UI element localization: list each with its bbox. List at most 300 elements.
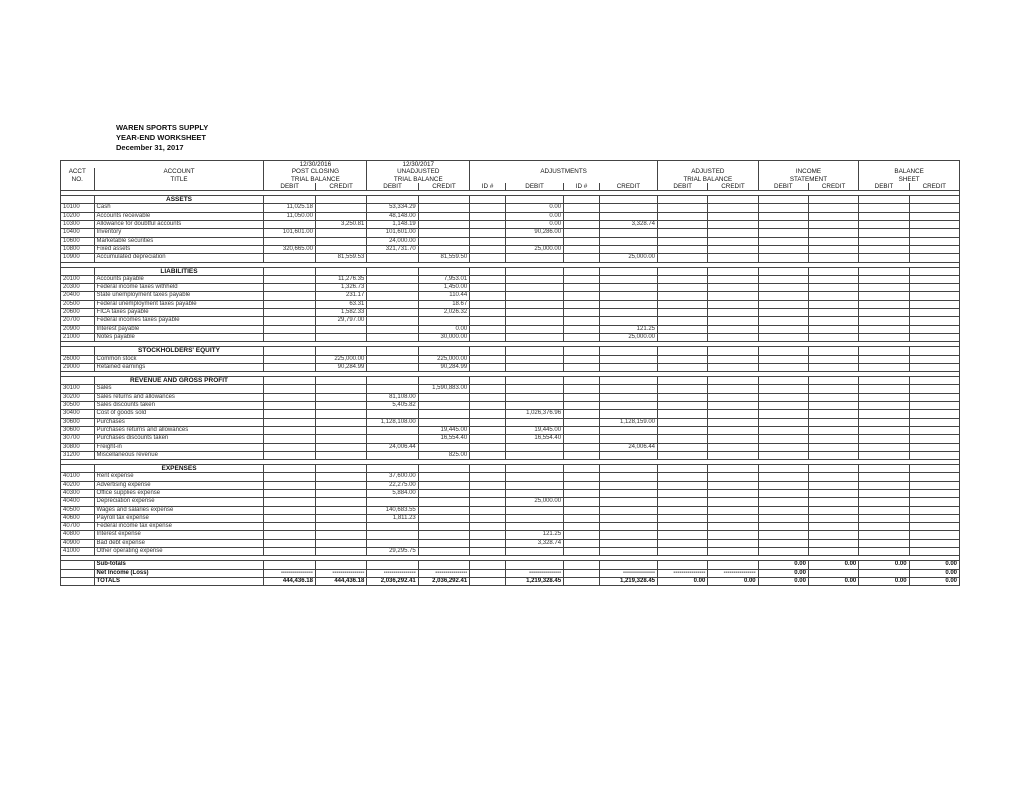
cell-adj-c: 24,006.44: [599, 443, 657, 451]
net-income-row: [61, 569, 960, 577]
cell-pc-d: [264, 385, 315, 393]
cell-bs-c: [909, 393, 959, 401]
section-row-revenue: [61, 377, 960, 385]
cell-adj-id1: [470, 418, 506, 426]
cell-pc-c: 225,000.00: [315, 355, 366, 363]
cell-pc-c: 231.17: [315, 292, 366, 300]
section-title-revenue: REVENUE AND GROSS PROFIT: [94, 377, 264, 385]
cell-adj-id2: [564, 309, 600, 317]
cell-adj-id1: [470, 300, 506, 308]
account-title: Purchases: [94, 418, 264, 426]
cell-is-c: [808, 410, 858, 418]
at-debit-label: DEBIT: [658, 183, 708, 191]
ni-is-debit: 0.00: [758, 569, 808, 577]
section-cell: [708, 196, 758, 204]
cell-pc-d: 101,601.00: [264, 229, 315, 237]
cell-adj-id1: [470, 292, 506, 300]
section-cell: [909, 465, 959, 473]
cell-adj-id2: [564, 237, 600, 245]
cell-adj-d: 19,445.00: [505, 426, 563, 434]
account-number: 20100: [61, 275, 95, 283]
account-title: Purchases discounts taken: [94, 435, 264, 443]
cell-adj-id1: [470, 451, 506, 459]
cell-is-d: [758, 506, 808, 514]
section-cell: [315, 347, 366, 355]
cell-adj-id1: [470, 473, 506, 481]
cell-pc-c: [315, 410, 366, 418]
cell-adj-id2: [564, 284, 600, 292]
ua-label-a: UNADJUSTED: [367, 168, 470, 175]
cell-adj-c: [599, 363, 657, 371]
account-row: [61, 204, 960, 212]
section-cell: [758, 465, 808, 473]
cell-is-c: [808, 539, 858, 547]
total-ua-credit: 2,036,292.41: [418, 577, 469, 585]
cell-at-c: [708, 309, 758, 317]
account-number: 26000: [61, 355, 95, 363]
cell-at-d: [658, 514, 708, 522]
cell-adj-d: [505, 402, 563, 410]
cell-is-d: [758, 489, 808, 497]
cell-adj-c: [599, 548, 657, 556]
cell-pc-d: [264, 333, 315, 341]
cell-pc-d: [264, 325, 315, 333]
ni-dash-3: ----------------: [367, 569, 418, 577]
cell-pc-d: [264, 254, 315, 262]
account-row: [61, 481, 960, 489]
cell-bs-c: [909, 498, 959, 506]
account-title: Accumulated depreciation: [94, 254, 264, 262]
cell-bs-d: [859, 363, 909, 371]
cell-ua-d: [367, 317, 418, 325]
cell-ua-c: [418, 204, 469, 212]
cell-ua-d: [367, 363, 418, 371]
section-acct: [61, 267, 95, 275]
cell-bs-d: [859, 531, 909, 539]
cell-at-d: [658, 363, 708, 371]
cell-adj-id1: [470, 402, 506, 410]
account-number: 40300: [61, 489, 95, 497]
account-row: [61, 548, 960, 556]
cell-bs-c: [909, 363, 959, 371]
account-number: 20400: [61, 292, 95, 300]
cell-pc-d: [264, 506, 315, 514]
cell-is-c: [808, 426, 858, 434]
cell-bs-d: [859, 498, 909, 506]
cell-ua-c: [418, 402, 469, 410]
cell-at-c: [708, 443, 758, 451]
cell-ua-d: 53,334.29: [367, 204, 418, 212]
cell-bs-c: [909, 531, 959, 539]
cell-at-c: [708, 506, 758, 514]
cell-ua-c: [418, 481, 469, 489]
cell-ua-c: [418, 443, 469, 451]
cell-adj-d: [505, 317, 563, 325]
section-cell: [470, 347, 506, 355]
cell-pc-c: 1,326.73: [315, 284, 366, 292]
section-cell: [599, 347, 657, 355]
account-title: Depreciation expense: [94, 498, 264, 506]
cell-bs-c: [909, 284, 959, 292]
cell-at-d: [658, 237, 708, 245]
cell-pc-c: [315, 245, 366, 253]
cell-is-c: [808, 402, 858, 410]
account-title: Bad debt expense: [94, 539, 264, 547]
account-row: [61, 426, 960, 434]
cell-pc-d: [264, 426, 315, 434]
cell-at-c: [708, 355, 758, 363]
cell-ua-c: [418, 221, 469, 229]
cell-pc-d: [264, 435, 315, 443]
section-acct: [61, 377, 95, 385]
account-row: [61, 309, 960, 317]
cell-at-d: [658, 393, 708, 401]
cell-pc-d: [264, 443, 315, 451]
cell-adj-id2: [564, 355, 600, 363]
cell-ua-c: 1,590,883.00: [418, 385, 469, 393]
cell-at-d: [658, 523, 708, 531]
section-title-liabilities: LIABILITIES: [94, 267, 264, 275]
cell-adj-id2: [564, 418, 600, 426]
cell-ua-c: [418, 229, 469, 237]
account-row: [61, 333, 960, 341]
account-number: 10200: [61, 212, 95, 220]
cell-adj-id1: [470, 245, 506, 253]
section-cell: [505, 465, 563, 473]
cell-adj-id1: [470, 426, 506, 434]
cell-at-d: [658, 548, 708, 556]
cell-pc-c: [315, 333, 366, 341]
is-label-a: INCOME: [758, 168, 859, 175]
cell-adj-c: [599, 385, 657, 393]
section-cell: [909, 347, 959, 355]
cell-pc-c: [315, 229, 366, 237]
section-cell: [708, 465, 758, 473]
acct-label: ACCT: [61, 168, 95, 175]
section-cell: [315, 196, 366, 204]
cell-bs-c: [909, 443, 959, 451]
cell-is-c: [808, 355, 858, 363]
section-cell: [708, 267, 758, 275]
account-row: [61, 325, 960, 333]
cell-pc-c: [315, 418, 366, 426]
account-row: [61, 355, 960, 363]
cell-pc-c: [315, 204, 366, 212]
cell-is-d: [758, 221, 808, 229]
account-row: [61, 229, 960, 237]
account-title: Interest payable: [94, 325, 264, 333]
cell-adj-c: [599, 435, 657, 443]
cell-at-d: [658, 229, 708, 237]
cell-bs-d: [859, 548, 909, 556]
cell-adj-c: [599, 523, 657, 531]
ni-dash-1: ----------------: [264, 569, 315, 577]
account-number: 40800: [61, 531, 95, 539]
cell-pc-c: [315, 393, 366, 401]
total-pc-credit: 444,436.18: [315, 577, 366, 585]
cell-adj-id2: [564, 333, 600, 341]
cell-bs-c: [909, 481, 959, 489]
cell-pc-d: [264, 489, 315, 497]
cell-at-c: [708, 426, 758, 434]
cell-pc-c: 3,250.81: [315, 221, 366, 229]
cell-pc-d: [264, 548, 315, 556]
ua-date: 12/30/2017: [367, 161, 470, 169]
section-cell: [367, 377, 418, 385]
cell-adj-d: 0.00: [505, 212, 563, 220]
cell-adj-c: [599, 204, 657, 212]
cell-adj-d: [505, 514, 563, 522]
total-is-credit: 0.00: [808, 577, 858, 585]
cell-adj-id2: [564, 221, 600, 229]
section-cell: [909, 377, 959, 385]
cell-adj-d: [505, 451, 563, 459]
cell-is-c: [808, 506, 858, 514]
cell-bs-d: [859, 514, 909, 522]
cell-is-c: [808, 237, 858, 245]
bs-credit-label: CREDIT: [909, 183, 959, 191]
cell-bs-d: [859, 523, 909, 531]
section-cell: [708, 377, 758, 385]
cell-ua-d: 81,108.00: [367, 393, 418, 401]
section-cell: [859, 377, 909, 385]
totals-label: TOTALS: [94, 577, 264, 585]
cell-ua-c: [418, 317, 469, 325]
account-number: 10900: [61, 254, 95, 262]
cell-is-d: [758, 363, 808, 371]
cell-adj-c: [599, 292, 657, 300]
cell-at-c: [708, 212, 758, 220]
cell-pc-c: [315, 435, 366, 443]
cell-at-c: [708, 473, 758, 481]
cell-is-c: [808, 451, 858, 459]
cell-is-d: [758, 254, 808, 262]
ua-label-b: TRIAL BALANCE: [367, 176, 470, 183]
cell-pc-d: 11,050.00: [264, 212, 315, 220]
cell-pc-d: [264, 531, 315, 539]
cell-pc-c: [315, 506, 366, 514]
cell-is-d: [758, 548, 808, 556]
cell-pc-d: [264, 284, 315, 292]
section-row-assets: [61, 196, 960, 204]
cell-ua-d: 24,006.44: [367, 443, 418, 451]
section-cell: [859, 465, 909, 473]
cell-at-d: [658, 451, 708, 459]
cell-adj-d: [505, 363, 563, 371]
cell-adj-c: [599, 410, 657, 418]
account-title: Payroll tax expense: [94, 514, 264, 522]
account-number: 20300: [61, 284, 95, 292]
section-cell: [859, 347, 909, 355]
account-title: Common stock: [94, 355, 264, 363]
cell-bs-c: [909, 333, 959, 341]
title-label: TITLE: [94, 176, 264, 183]
cell-pc-c: 1,582.33: [315, 309, 366, 317]
section-cell: [909, 196, 959, 204]
worksheet-header: [61, 161, 960, 191]
cell-at-c: [708, 393, 758, 401]
cell-pc-c: [315, 473, 366, 481]
section-cell: [315, 377, 366, 385]
is-credit-label: CREDIT: [808, 183, 858, 191]
account-row: [61, 275, 960, 283]
account-number: 30400: [61, 410, 95, 418]
pc-credit-label: CREDIT: [315, 183, 366, 191]
account-row: [61, 443, 960, 451]
cell-ua-d: [367, 254, 418, 262]
cell-adj-c: [599, 309, 657, 317]
cell-ua-c: 825.00: [418, 451, 469, 459]
cell-adj-d: [505, 254, 563, 262]
cell-ua-c: 16,554.40: [418, 435, 469, 443]
cell-is-d: [758, 275, 808, 283]
section-cell: [564, 267, 600, 275]
cell-at-d: [658, 498, 708, 506]
cell-ua-c: 7,953.01: [418, 275, 469, 283]
cell-at-c: [708, 333, 758, 341]
cell-pc-d: [264, 309, 315, 317]
cell-adj-d: 25,000.00: [505, 245, 563, 253]
cell-adj-id1: [470, 410, 506, 418]
cell-bs-d: [859, 254, 909, 262]
account-number: 29000: [61, 363, 95, 371]
account-number: 10600: [61, 237, 95, 245]
account-row: [61, 212, 960, 220]
cell-ua-c: 0.00: [418, 325, 469, 333]
section-cell: [599, 196, 657, 204]
cell-is-c: [808, 489, 858, 497]
cell-ua-d: [367, 531, 418, 539]
cell-at-c: [708, 275, 758, 283]
cell-ua-c: 90,284.99: [418, 363, 469, 371]
cell-is-d: [758, 481, 808, 489]
account-number: 40200: [61, 481, 95, 489]
section-cell: [418, 347, 469, 355]
cell-bs-d: [859, 204, 909, 212]
cell-ua-d: 37,600.00: [367, 473, 418, 481]
account-row: [61, 292, 960, 300]
account-title: Accounts receivable: [94, 212, 264, 220]
cell-adj-id2: [564, 435, 600, 443]
cell-ua-d: [367, 410, 418, 418]
cell-adj-d: 3,328.74: [505, 539, 563, 547]
cell-bs-d: [859, 229, 909, 237]
cell-bs-d: [859, 292, 909, 300]
cell-ua-d: 1,128,108.00: [367, 418, 418, 426]
cell-at-d: [658, 221, 708, 229]
account-number: 40400: [61, 498, 95, 506]
account-number: 10800: [61, 245, 95, 253]
cell-adj-c: [599, 506, 657, 514]
subtotal-is-debit: 0.00: [758, 561, 808, 569]
cell-adj-id2: [564, 275, 600, 283]
cell-bs-c: [909, 418, 959, 426]
bs-label-a: BALANCE: [859, 168, 960, 175]
cell-is-d: [758, 473, 808, 481]
section-cell: [859, 267, 909, 275]
account-row: [61, 451, 960, 459]
total-pc-debit: 444,436.18: [264, 577, 315, 585]
cell-adj-id2: [564, 481, 600, 489]
cell-at-d: [658, 284, 708, 292]
cell-bs-c: [909, 204, 959, 212]
cell-at-d: [658, 443, 708, 451]
account-number: 20500: [61, 300, 95, 308]
cell-pc-d: [264, 481, 315, 489]
cell-adj-c: [599, 237, 657, 245]
section-cell: [658, 465, 708, 473]
cell-pc-c: [315, 489, 366, 497]
cell-is-c: [808, 229, 858, 237]
section-row-equity: [61, 347, 960, 355]
section-cell: [470, 465, 506, 473]
section-cell: [758, 267, 808, 275]
cell-pc-c: [315, 385, 366, 393]
cell-pc-c: [315, 212, 366, 220]
cell-ua-c: [418, 393, 469, 401]
cell-ua-d: 24,000.00: [367, 237, 418, 245]
cell-at-c: [708, 292, 758, 300]
ni-bs-credit: 0.00: [909, 569, 959, 577]
account-number: 30500: [61, 402, 95, 410]
account-title: FICA taxes payable: [94, 309, 264, 317]
cell-is-d: [758, 204, 808, 212]
account-number: 20900: [61, 325, 95, 333]
cell-bs-d: [859, 418, 909, 426]
cell-at-c: [708, 435, 758, 443]
cell-at-d: [658, 506, 708, 514]
cell-adj-d: 90,286.00: [505, 229, 563, 237]
section-acct: [61, 196, 95, 204]
cell-adj-id2: [564, 489, 600, 497]
cell-adj-d: [505, 523, 563, 531]
cell-adj-id1: [470, 275, 506, 283]
section-cell: [470, 267, 506, 275]
cell-is-d: [758, 237, 808, 245]
cell-adj-id2: [564, 410, 600, 418]
account-number: 41000: [61, 548, 95, 556]
cell-adj-d: 0.00: [505, 204, 563, 212]
cell-is-d: [758, 426, 808, 434]
account-number: 40100: [61, 473, 95, 481]
account-row: [61, 506, 960, 514]
account-row: [61, 539, 960, 547]
account-number: 30600: [61, 418, 95, 426]
cell-at-c: [708, 451, 758, 459]
section-cell: [599, 377, 657, 385]
account-title: Allowance for doubtful accounts: [94, 221, 264, 229]
cell-adj-d: [505, 333, 563, 341]
cell-adj-id1: [470, 355, 506, 363]
total-ua-debit: 2,036,292.41: [367, 577, 418, 585]
cell-bs-d: [859, 393, 909, 401]
pc-label-a: POST CLOSING: [264, 168, 367, 175]
cell-ua-d: [367, 333, 418, 341]
cell-is-c: [808, 473, 858, 481]
account-title: Advertising expense: [94, 481, 264, 489]
cell-at-d: [658, 317, 708, 325]
cell-is-c: [808, 418, 858, 426]
cell-ua-d: [367, 275, 418, 283]
cell-at-d: [658, 481, 708, 489]
cell-adj-id2: [564, 300, 600, 308]
cell-bs-d: [859, 443, 909, 451]
cell-adj-c: [599, 317, 657, 325]
total-bs-debit: 0.00: [859, 577, 909, 585]
account-number: 20600: [61, 309, 95, 317]
cell-ua-c: 2,026.32: [418, 309, 469, 317]
cell-ua-d: [367, 523, 418, 531]
